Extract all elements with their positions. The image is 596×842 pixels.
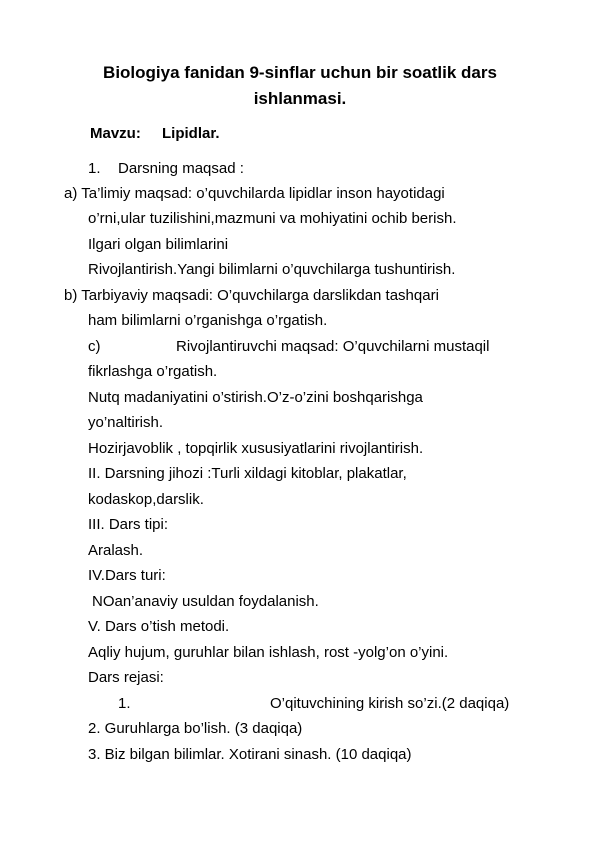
goal-educational: a) Ta’limiy maqsad: o’quvchilarda lipidlar inson hayotidagi [64,185,445,202]
goal-upbringing-cont: ham bilimlarni o’rganishga o’rgatish. [88,312,328,329]
section-1-number: 1. [88,160,101,177]
document-title-line-2: ishlanmasi. [253,89,347,108]
goal-developmental-cont-4: Hozirjavoblik , topqirlik xususiyatlarini rivojlantirish. [88,440,424,457]
lesson-plan-item-2: 2. Guruhlarga bo’lish. (3 daqiqa) [88,720,303,737]
goal-educational-cont-2: Ilgari olgan bilimlarini [88,236,229,253]
goal-developmental: Rivojlantiruvchi maqsad: O’quvchilarni mustaqil [176,338,490,355]
lesson-plan-heading: Dars rejasi: [88,669,164,686]
lesson-plan-item-1: O’qituvchining kirish so’zi.(2 daqiqa) [270,695,510,712]
lesson-plan-item-1-number: 1. [118,695,131,712]
section-5-method-value: Aqliy hujum, guruhlar bilan ishlash, rost -yolg’on o’yini. [88,644,449,661]
goal-upbringing: b) Tarbiyaviy maqsadi: O’quvchilarga darslikdan tashqari [64,287,439,304]
lesson-plan-item-3: 3. Biz bilgan bilimlar. Xotirani sinash. (10 daqiqa) [88,746,412,763]
topic-value: Lipidlar. [162,125,220,142]
section-4-lesson-kind: IV.Dars turi: [88,567,166,584]
goal-developmental-cont-2: Nutq madaniyatini o’stirish.O’z-o’zini boshqarishga [88,389,423,406]
goal-educational-cont-3: Rivojlantirish.Yangi bilimlarni o’quvchilarga tushuntirish. [88,261,456,278]
section-1-heading: Darsning maqsad : [118,160,244,177]
section-3-lesson-type: III. Dars tipi: [88,516,169,533]
section-2-equipment-cont: kodaskop,darslik. [88,491,204,508]
goal-developmental-cont-3: yo’naltirish. [88,414,164,431]
document-title-line-1: Biologiya fanidan 9-sinflar uchun bir soatlik dars [103,63,497,82]
section-5-method: V. Dars o’tish metodi. [88,618,230,635]
section-3-lesson-type-value: Aralash. [88,542,144,559]
topic-label: Mavzu: [90,125,141,142]
goal-developmental-cont: fikrlashga o’rgatish. [88,363,218,380]
section-2-equipment: II. Darsning jihozi :Turli xildagi kitoblar, plakatlar, [88,465,407,482]
goal-developmental-letter: c) [88,338,101,355]
goal-educational-cont: o’rni,ular tuzilishini,mazmuni va mohiyatini ochib berish. [88,210,457,227]
section-4-lesson-kind-value: NOan’anaviy usuldan foydalanish. [92,593,319,610]
